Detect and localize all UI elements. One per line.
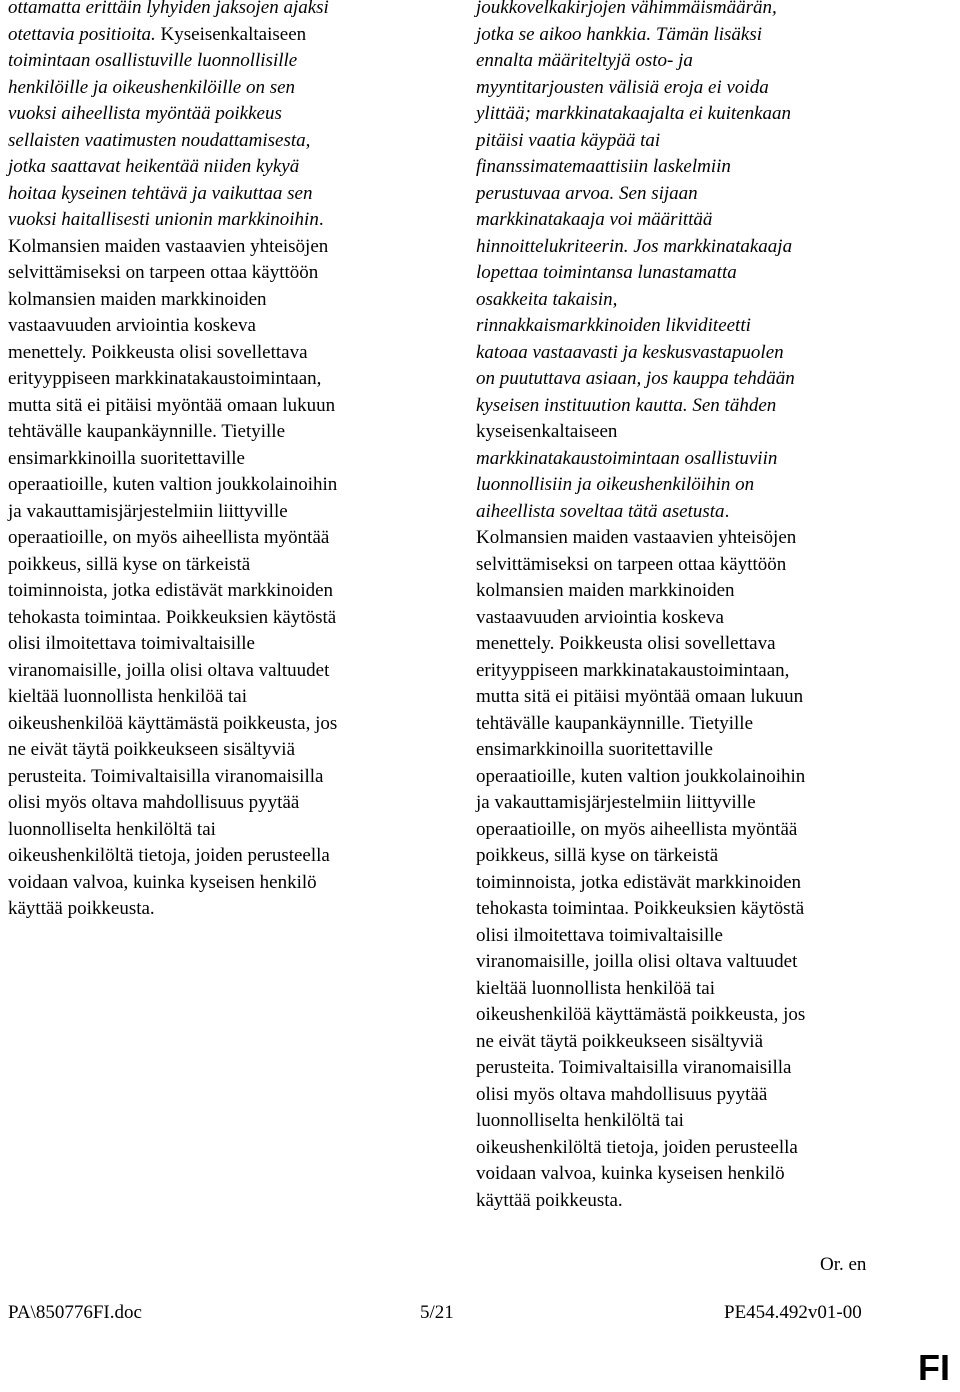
text-line: [476, 552, 946, 579]
italic-text-segment: katoaa vastaavasti ja keskusvastapuolen: [476, 341, 784, 363]
text-line: [8, 101, 428, 128]
text-line: [8, 260, 428, 287]
text-line: [476, 207, 946, 234]
text-line: [476, 658, 946, 685]
text-line: [476, 499, 946, 526]
text-line: [476, 923, 946, 950]
text-segment: ensimarkkinoilla suoritettaville: [476, 739, 713, 760]
italic-text-segment: vuoksi aiheellista myöntää poikkeus: [8, 103, 282, 124]
italic-text-segment: hoitaa kyseinen tehtävä ja vaikuttaa sen: [8, 182, 313, 204]
text-line: [476, 75, 946, 102]
text-line: [476, 260, 946, 287]
text-segment: tehokasta toimintaa. Poikkeuksien käytöstä: [476, 898, 805, 919]
text-line: [476, 817, 946, 844]
text-line: [476, 1029, 946, 1056]
text-line: [8, 393, 428, 420]
text-line: [476, 393, 946, 420]
text-line: [8, 737, 428, 764]
text-segment: käyttää poikkeusta.: [476, 1189, 623, 1211]
text-segment: mutta sitä ei pitäisi myöntää omaan lukuun: [8, 394, 336, 416]
text-segment: toiminnoista, jotka edistävät markkinoiden: [476, 871, 802, 893]
text-segment: menettely. Poikkeusta olisi sovellettava: [476, 633, 776, 654]
text-segment: perusteita. Toimivaltaisilla viranomaisilla: [8, 765, 324, 787]
text-line: [476, 870, 946, 897]
text-line: [476, 843, 946, 870]
text-line: [476, 446, 946, 473]
text-line: [8, 605, 428, 632]
text-line: [8, 154, 428, 181]
italic-text-segment: myyntitarjousten välisiä eroja ei voida: [476, 76, 769, 98]
text-line: [8, 870, 428, 897]
text-segment: oikeushenkilöä käyttämästä poikkeusta, jos: [476, 1004, 806, 1025]
italic-text-segment: kyseisen instituution kautta. Sen tähden: [476, 394, 777, 416]
text-segment: selvittämiseksi on tarpeen ottaa käyttöön: [8, 262, 319, 283]
text-segment: oikeushenkilöä käyttämästä poikkeusta, jos: [8, 712, 338, 734]
text-line: [476, 631, 946, 658]
text-segment: ne eivät täytä poikkeukseen sisältyviä: [8, 739, 296, 760]
text-segment: oikeushenkilöltä tietoja, joiden perusteella: [8, 845, 330, 866]
text-segment: luonnolliselta henkilöltä tai: [476, 1110, 684, 1131]
text-segment: olisi ilmoitettava toimivaltaisille: [8, 633, 255, 654]
text-line: [476, 234, 946, 261]
text-segment: olisi myös oltava mahdollisuus pyytää: [8, 792, 300, 813]
text-line: [8, 711, 428, 738]
italic-text-segment: toimintaan osallistuville luonnollisille: [8, 50, 298, 71]
text-segment: toiminnoista, jotka edistävät markkinoiden: [8, 580, 334, 601]
italic-text-segment: otettavia positioita.: [8, 23, 156, 45]
text-segment: poikkeus, sillä kyse on tärkeistä: [8, 553, 251, 575]
italic-text-segment: perustuvaa arvoa. Sen sijaan: [476, 182, 698, 204]
text-line: [8, 128, 428, 155]
original-language-note: Or. en: [820, 1254, 867, 1275]
language-code: FI: [918, 1347, 950, 1388]
text-line: [8, 472, 428, 499]
italic-text-segment: luonnollisiin ja oikeushenkilöihin on: [476, 474, 755, 495]
text-line: [8, 0, 428, 22]
text-segment: tehokasta toimintaa. Poikkeuksien käytöstä: [8, 606, 337, 628]
text-line: [476, 949, 946, 976]
text-segment: tehtävälle kaupankäynnille. Tietyille: [476, 712, 754, 734]
text-line: [8, 499, 428, 526]
italic-text-segment: ennalta määriteltyjä osto- ja: [476, 50, 693, 71]
text-segment: Kolmansien maiden vastaavien yhteisöjen: [8, 235, 329, 257]
italic-text-segment: on puututtava asiaan, jos kauppa tehdään: [476, 368, 795, 389]
italic-text-segment: joukkovelkakirjojen vähimmäismäärän,: [476, 0, 777, 18]
text-segment: Kyseisenkaltaiseen: [155, 23, 307, 45]
text-segment: vastaavuuden arviointia koskeva: [476, 606, 724, 628]
text-line: [8, 817, 428, 844]
text-segment: menettely. Poikkeusta olisi sovellettava: [8, 341, 308, 363]
text-line: [476, 711, 946, 738]
italic-text-segment: rinnakkaismarkkinoiden likviditeetti: [476, 315, 751, 336]
text-line: [8, 790, 428, 817]
text-segment: operaatioille, on myös aiheellista myöntää: [476, 818, 798, 840]
text-segment: mutta sitä ei pitäisi myöntää omaan lukuun: [476, 686, 804, 707]
right-column: [476, 0, 946, 1214]
text-line: [8, 340, 428, 367]
text-line: [476, 790, 946, 817]
italic-text-segment: vuoksi haitallisesti unionin markkinoihin: [8, 209, 319, 230]
footer-page-number: 5/21: [420, 1302, 454, 1323]
text-line: [476, 896, 946, 923]
text-segment: Kolmansien maiden vastaavien yhteisöjen: [476, 527, 797, 548]
text-line: [476, 101, 946, 128]
text-line: [8, 22, 428, 49]
text-line: [8, 631, 428, 658]
text-line: [476, 1055, 946, 1082]
text-line: [476, 340, 946, 367]
italic-text-segment: jotka se aikoo hankkia. Tämän lisäksi: [476, 23, 763, 45]
text-line: [476, 1161, 946, 1188]
text-segment: ja vakauttamisjärjestelmiin liittyville: [476, 792, 756, 813]
italic-text-segment: jotka saattavat heikentää niiden kykyä: [8, 156, 300, 177]
italic-text-segment: lopettaa toimintansa lunastamatta: [476, 262, 737, 283]
italic-text-segment: henkilöille ja oikeushenkilöille on sen: [8, 76, 296, 98]
text-line: [476, 764, 946, 791]
italic-text-segment: ottamatta erittäin lyhyiden jaksojen ajaksi: [8, 0, 329, 18]
footer-version: PE454.492v01-00: [724, 1302, 862, 1323]
text-segment: ensimarkkinoilla suoritettaville: [8, 447, 245, 469]
italic-text-segment: finanssimatemaattisiin laskelmiin: [476, 156, 731, 177]
text-line: [8, 313, 428, 340]
italic-text-segment: ylittää; markkinatakaajalta ei kuitenkaan: [476, 103, 792, 124]
text-line: [476, 976, 946, 1003]
text-line: [8, 419, 428, 446]
text-segment: poikkeus, sillä kyse on tärkeistä: [476, 845, 719, 866]
footer-document-ref: PA\850776FI.doc: [8, 1302, 142, 1323]
text-segment: viranomaisille, joilla olisi oltava valtuudet: [8, 659, 330, 681]
text-segment: kyseisenkaltaiseen: [476, 421, 618, 442]
text-line: [476, 1002, 946, 1029]
text-line: [476, 1082, 946, 1109]
italic-text-segment: hinnoittelukriteerin. Jos markkinatakaaja: [476, 235, 793, 257]
text-line: [8, 446, 428, 473]
text-line: [476, 1135, 946, 1162]
text-segment: olisi myös oltava mahdollisuus pyytää: [476, 1083, 768, 1105]
text-segment: viranomaisille, joilla olisi oltava valtuudet: [476, 951, 798, 972]
text-segment: kieltää luonnollista henkilöä tai: [8, 686, 248, 707]
text-line: [476, 128, 946, 155]
text-segment: ne eivät täytä poikkeukseen sisältyviä: [476, 1030, 764, 1052]
text-segment: voidaan valvoa, kuinka kyseisen henkilö: [8, 871, 317, 893]
text-line: [8, 207, 428, 234]
text-line: [476, 313, 946, 340]
text-line: [476, 1188, 946, 1215]
text-line: [8, 366, 428, 393]
text-line: [8, 525, 428, 552]
text-line: [476, 1108, 946, 1135]
italic-text-segment: pitäisi vaatia käypää tai: [476, 129, 661, 151]
text-segment: .: [724, 500, 730, 522]
text-line: [8, 75, 428, 102]
text-line: [476, 366, 946, 393]
text-segment: kolmansien maiden markkinoiden: [476, 580, 735, 601]
text-segment: ja vakauttamisjärjestelmiin liittyville: [8, 500, 288, 522]
text-line: [8, 234, 428, 261]
text-segment: .: [318, 209, 324, 230]
text-line: [476, 0, 946, 22]
text-segment: erityyppiseen markkinatakaustoimintaan,: [8, 368, 322, 389]
text-line: [8, 181, 428, 208]
text-segment: kolmansien maiden markkinoiden: [8, 288, 267, 310]
italic-text-segment: markkinatakaaja voi määrittää: [476, 209, 713, 230]
italic-text-segment: sellaisten vaatimusten noudattamisesta,: [8, 129, 311, 151]
text-line: [8, 578, 428, 605]
text-segment: vastaavuuden arviointia koskeva: [8, 315, 256, 336]
text-line: [476, 472, 946, 499]
text-segment: käyttää poikkeusta.: [8, 898, 155, 919]
text-line: [476, 22, 946, 49]
text-line: [8, 684, 428, 711]
text-segment: operaatioille, kuten valtion joukkolainoihin: [8, 474, 338, 495]
text-segment: erityyppiseen markkinatakaustoimintaan,: [476, 659, 790, 681]
text-line: [476, 684, 946, 711]
text-line: [476, 181, 946, 208]
text-segment: kieltää luonnollista henkilöä tai: [476, 977, 716, 999]
text-line: [8, 48, 428, 75]
text-segment: tehtävälle kaupankäynnille. Tietyille: [8, 421, 286, 442]
italic-text-segment: osakkeita takaisin,: [476, 288, 618, 310]
text-line: [476, 605, 946, 632]
text-segment: selvittämiseksi on tarpeen ottaa käyttöön: [476, 553, 787, 575]
text-line: [8, 843, 428, 870]
text-line: [8, 764, 428, 791]
text-line: [476, 154, 946, 181]
text-line: [476, 737, 946, 764]
text-line: [476, 578, 946, 605]
text-segment: perusteita. Toimivaltaisilla viranomaisilla: [476, 1057, 792, 1078]
text-line: [8, 896, 428, 923]
text-line: [8, 658, 428, 685]
text-segment: operaatioille, on myös aiheellista myöntää: [8, 527, 330, 548]
text-segment: olisi ilmoitettava toimivaltaisille: [476, 924, 723, 946]
text-line: [476, 419, 946, 446]
text-segment: luonnolliselta henkilöltä tai: [8, 818, 216, 840]
text-line: [476, 287, 946, 314]
text-line: [476, 48, 946, 75]
text-segment: voidaan valvoa, kuinka kyseisen henkilö: [476, 1163, 785, 1184]
text-line: [476, 525, 946, 552]
text-segment: oikeushenkilöltä tietoja, joiden perusteella: [476, 1136, 798, 1158]
text-line: [8, 552, 428, 579]
italic-text-segment: markkinatakaustoimintaan osallistuviin: [476, 447, 778, 469]
text-line: [8, 287, 428, 314]
left-column: [8, 0, 428, 923]
italic-text-segment: aiheellista soveltaa tätä asetusta: [476, 500, 725, 522]
text-segment: operaatioille, kuten valtion joukkolainoihin: [476, 765, 806, 787]
